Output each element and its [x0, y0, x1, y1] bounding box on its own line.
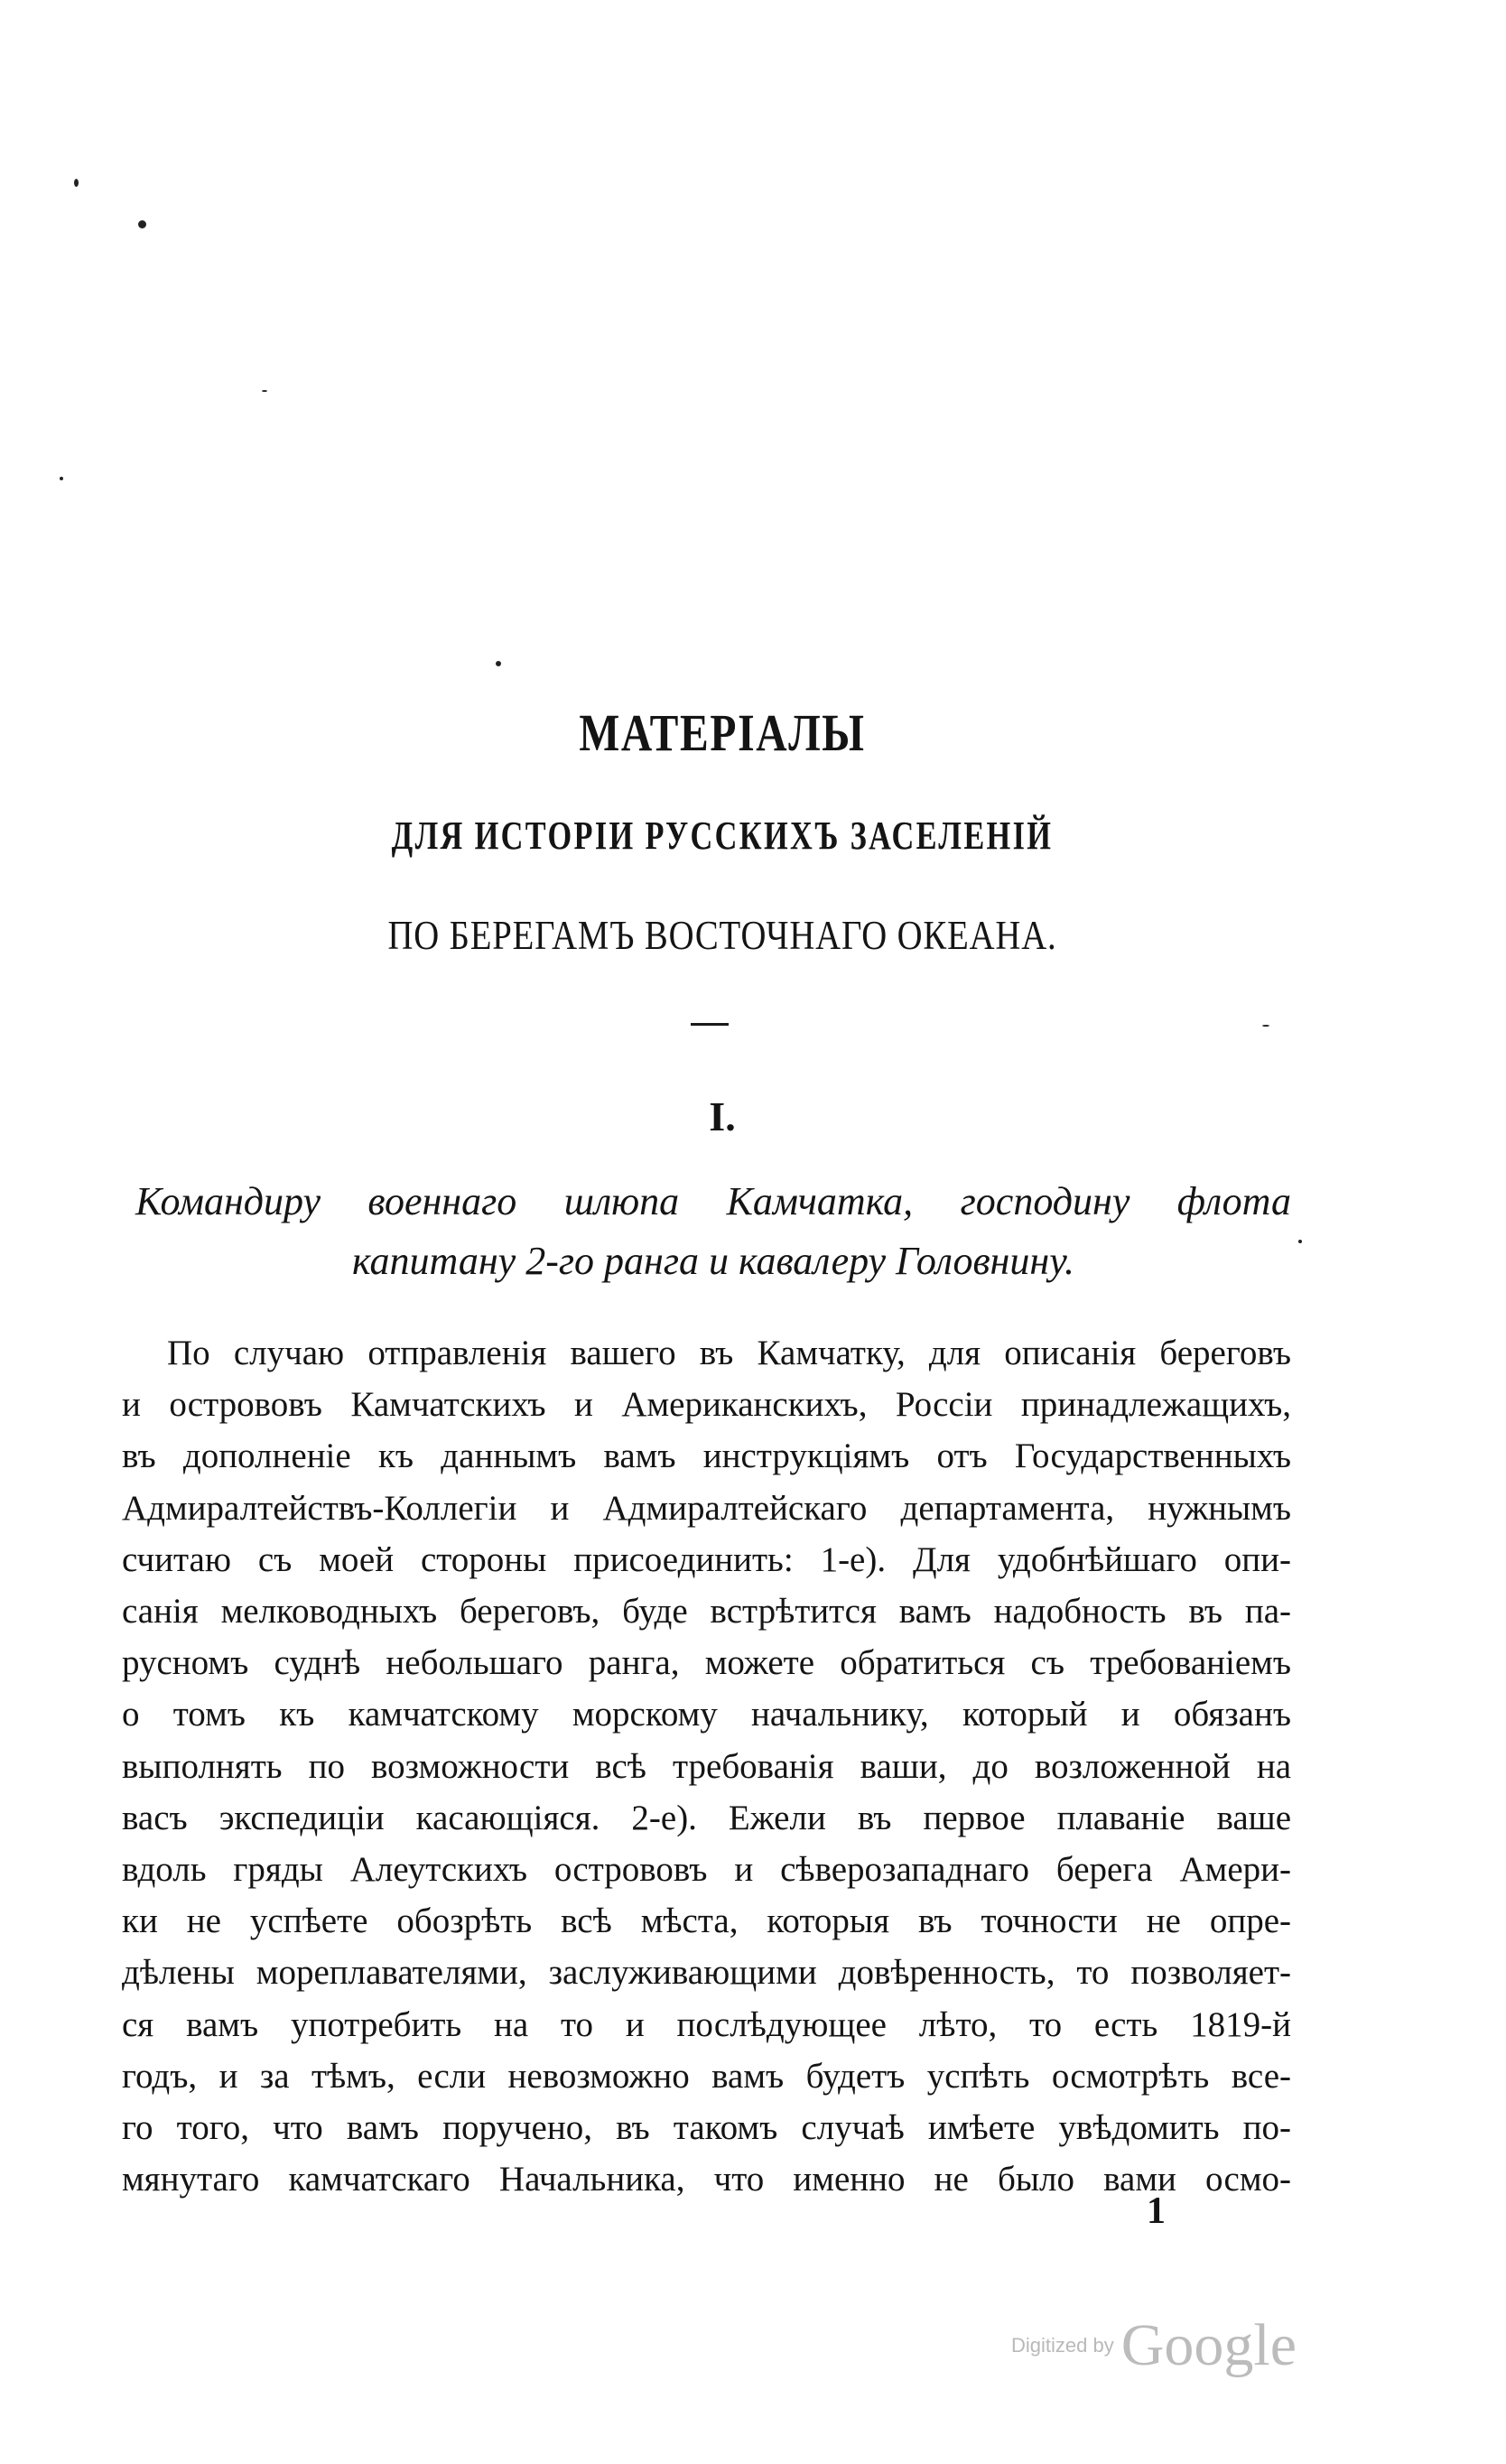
scan-speck [1298, 1240, 1302, 1243]
body-line: считаю съ моей стороны присоединить: 1-е). Для удобнѣйшаго опи- [122, 1539, 1291, 1579]
scan-speck [496, 661, 501, 666]
body-line: дѣлены мореплавателями, заслуживающими довѣренность, то позволяет- [122, 1953, 1291, 1993]
digitized-watermark [1011, 2311, 1297, 2380]
body-line: выполнять по возможности всѣ требованія ваши, до возложенной на [122, 1746, 1291, 1786]
address-line: Командиру военнаго шлюпа Камчатка, господину флота [135, 1179, 1291, 1223]
body-line: вдоль гряды Алеутскихъ острововъ и сѣверозападнаго берега Амери- [122, 1850, 1291, 1890]
body-line: ки не успѣете обозрѣть всѣ мѣста, которыя въ точности не опре- [122, 1901, 1291, 1941]
scan-speck [1262, 1025, 1269, 1027]
body-line: По случаю отправленія вашего въ Камчатку, для описанія береговъ [167, 1334, 1291, 1372]
body-line: русномъ суднѣ небольшаго ранга, можете обратиться съ требованіемъ [122, 1643, 1291, 1683]
address-block [135, 1172, 1291, 1291]
body-line: ся вамъ употребить на то и послѣдующее лѣто, то есть 1819-й [122, 2004, 1291, 2044]
body-paragraph [122, 1327, 1291, 2205]
scan-speck [262, 390, 267, 392]
scan-speck [60, 477, 63, 480]
scan-speck [138, 220, 146, 228]
scan-speck [74, 179, 79, 187]
body-line: Адмиралтействъ-Коллегіи и Адмиралтейскаго департамента, нужнымъ [122, 1488, 1291, 1528]
body-line: въ дополненіе къ даннымъ вамъ инструкціямъ отъ Государственныхъ [122, 1437, 1291, 1476]
body-line: санія мелководныхъ береговъ, буде встрѣтится вамъ надобность въ па- [122, 1592, 1291, 1632]
page-number: 1 [1147, 2190, 1166, 2232]
subtitle-line-1: ДЛЯ ИСТОРІИ РУССКИХЪ ЗАСЕЛЕНІЙ [391, 814, 1054, 858]
body-line: мянутаго камчатскаго Начальника, что именно не было вами осмо- [122, 2160, 1291, 2199]
section-numeral: I. [709, 1093, 736, 1139]
watermark-prefix: Digitized by [1011, 2334, 1114, 2357]
body-line: васъ экспедиціи касающіяся. 2-е). Ежели въ первое плаваніе ваше [122, 1798, 1291, 1837]
body-line: годъ, и за тѣмъ, если невозможно вамъ будетъ успѣть осмотрѣть все- [122, 2056, 1291, 2096]
body-line: го того, что вамъ поручено, въ такомъ случаѣ имѣете увѣдомить по- [122, 2108, 1291, 2148]
section-divider [691, 1023, 729, 1026]
google-logo: Google [1120, 2312, 1297, 2378]
subtitle-line-2: ПО БЕРЕГАМЪ ВОСТОЧНАГО ОКЕАНА. [387, 913, 1057, 958]
page-title: МАТЕРІАЛЫ [579, 703, 866, 762]
body-line: о томъ къ камчатскому морскому начальнику, который и обязанъ [122, 1695, 1291, 1734]
body-line: и острововъ Камчатскихъ и Американскихъ, Россіи принадлежащихъ, [122, 1385, 1291, 1425]
address-line: капитану 2-го ранга и кавалеру Головнину. [352, 1239, 1074, 1283]
